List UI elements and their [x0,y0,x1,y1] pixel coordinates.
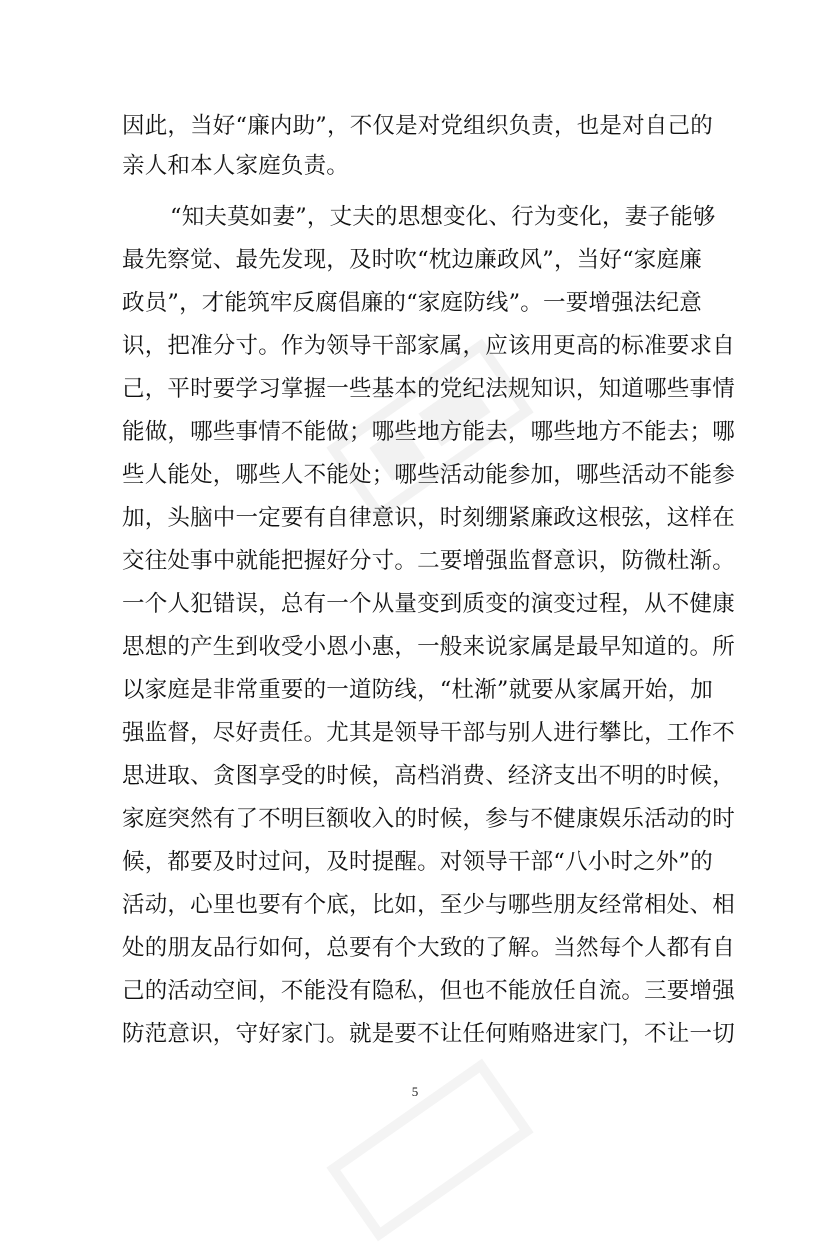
watermark-bottom-icon [314,1043,547,1256]
text-line: 强监督，尽好责任。尤其是领导干部与别人进行攀比，工作不 [122,720,735,746]
page-number: 5 [411,1084,419,1099]
text-line: 以家庭是非常重要的一道防线，“杜渐”就要从家属开始，加 [122,677,713,703]
text-line: 防范意识，守好家门。就是要不让任何贿赂进家门，不让一切 [122,1021,735,1047]
text-line: 最先察觉、最先发现，及时吹“枕边廉政风”，当好“家庭廉 [122,247,702,273]
text-line: 识，把准分寸。作为领导干部家属，应该用更高的标准要求自 [122,333,735,359]
text-line: 些人能处，哪些人不能处；哪些活动能参加，哪些活动不能参 [122,462,735,488]
text-line: 思进取、贪图享受的时候，高档消费、经济支出不明的时候， [122,763,735,789]
text-line: 亲人和本人家庭负责。 [122,153,350,179]
paragraph-start-line: “知夫莫如妻”，丈夫的思想变化、行为变化，妻子能够 [170,204,716,230]
text-line: 己的活动空间，不能没有隐私，但也不能放任自流。三要增强 [122,978,735,1004]
text-line: 一个人犯错误，总有一个从量变到质变的演变过程，从不健康 [122,591,735,617]
text-line: 交往处事中就能把握好分寸。二要增强监督意识，防微杜渐。 [122,548,735,574]
text-line: 己，平时要学习掌握一些基本的党纪法规知识，知道哪些事情 [122,376,735,402]
text-line: 候，都要及时过问，及时提醒。对领导干部“八小时之外”的 [122,849,713,875]
text-line: 能做，哪些事情不能做；哪些地方能去，哪些地方不能去；哪 [122,419,735,445]
text-line: 加，头脑中一定要有自律意识，时刻绷紧廉政这根弦，这样在 [122,505,735,531]
text-line: 因此，当好“廉内助”，不仅是对党组织负责，也是对自己的 [122,113,713,139]
text-line: 处的朋友品行如何，总要有个大致的了解。当然每个人都有自 [122,935,735,961]
text-line: 政员”，才能筑牢反腐倡廉的“家庭防线”。一要增强法纪意 [122,290,702,316]
text-line: 思想的产生到收受小恩小惠，一般来说家属是最早知道的。所 [122,634,735,660]
text-line: 家庭突然有了不明巨额收入的时候，参与不健康娱乐活动的时 [122,806,735,832]
text-line: 活动，心里也要有个底，比如，至少与哪些朋友经常相处、相 [122,892,735,918]
